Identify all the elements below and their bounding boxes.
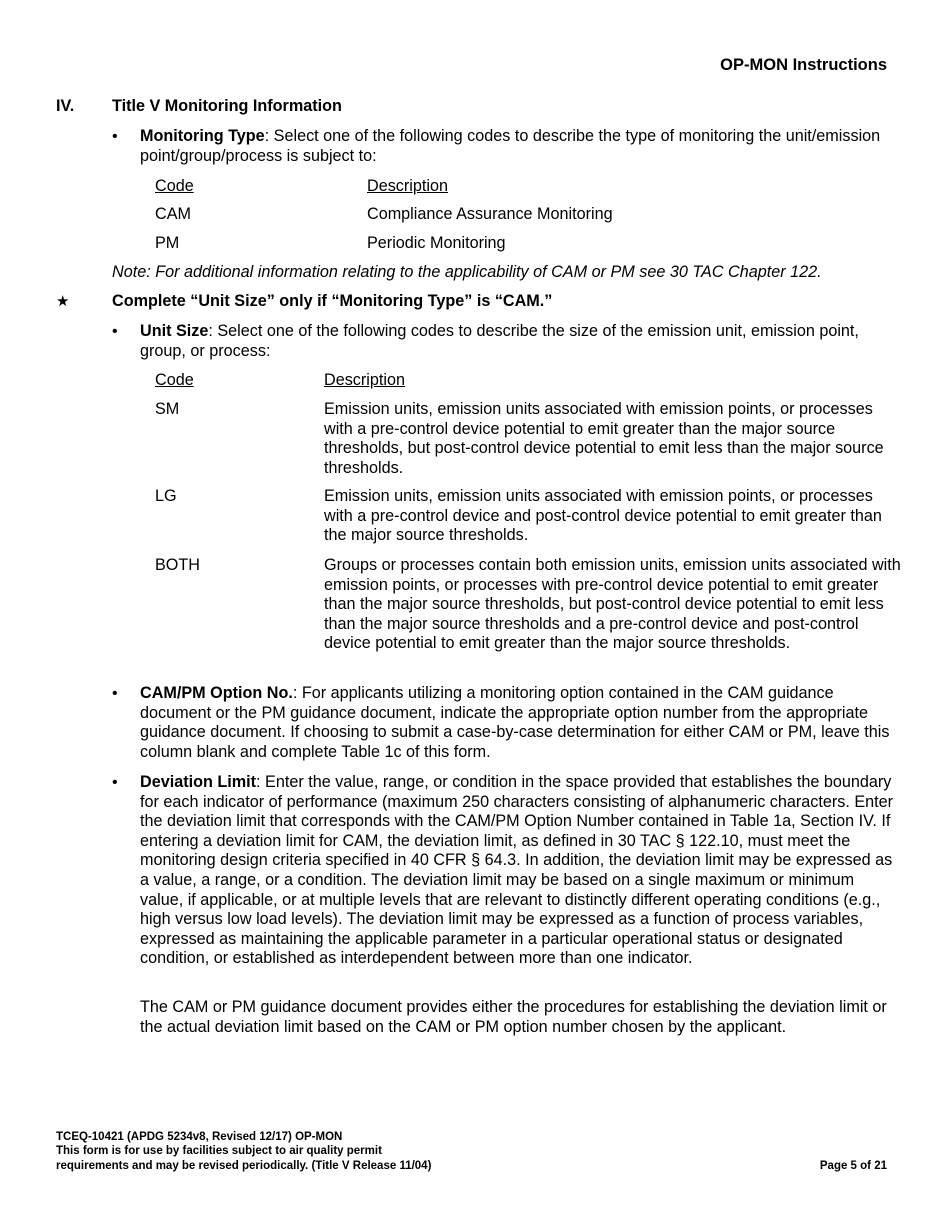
bullet-icon: • (112, 323, 118, 340)
monitoring-code-cam: CAM (155, 205, 191, 223)
cam-pm-option-paragraph (140, 684, 900, 762)
cam-pm-option-text: : For applicants utilizing a monitoring option contained in the CAM guidance document or the PM guidance document, indicate the appropriate option number from the appropriate guidance document. If choosing to submit a case-by-case determination for either CAM or PM, leave this column blank and complete Table 1c of this form. (140, 684, 890, 761)
star-icon: ★ (56, 293, 70, 310)
unit-code-sm: SM (155, 400, 180, 418)
header-title: OP-MON Instructions (720, 56, 887, 74)
footer-line-1: TCEQ-10421 (APDG 5234v8, Revised 12/17) OP-MON (56, 1131, 343, 1143)
bullet-icon: • (112, 685, 118, 702)
deviation-limit-followup: The CAM or PM guidance document provides either the procedures for establishing the deviation limit or the actual deviation limit based on the CAM or PM option number chosen by the applicant. (140, 998, 887, 1036)
monitoring-note: Note: For additional information relating to the applicability of CAM or PM see 30 TAC Chapter 122. (112, 263, 822, 281)
monitoring-type-term: Monitoring Type (140, 127, 265, 145)
unit-size-text: : Select one of the following codes to describe the size of the emission unit, emission point, group, or process: (140, 322, 859, 360)
deviation-limit-paragraph (140, 773, 900, 969)
deviation-limit-term: Deviation Limit (140, 773, 257, 791)
unit-code-lg: LG (155, 487, 177, 505)
bullet-icon: • (112, 128, 118, 145)
unit-size-term: Unit Size (140, 322, 209, 340)
bullet-icon: • (112, 774, 118, 791)
star-instruction: Complete “Unit Size” only if “Monitoring Type” is “CAM.” (112, 292, 553, 310)
unit-desc-header: Description (324, 371, 405, 389)
unit-code-both: BOTH (155, 556, 200, 574)
unit-code-header: Code (155, 371, 194, 389)
unit-desc-sm: Emission units, emission units associated with emission points, or processes with a pre-control device potential to emit greater than the major source thresholds, but post-control device potential to emit less than the major source thresholds. (324, 400, 884, 477)
monitoring-type-paragraph (140, 127, 900, 166)
page-number: Page 5 of 21 (819, 1160, 887, 1172)
monitoring-desc-cam: Compliance Assurance Monitoring (367, 205, 613, 223)
monitoring-code-header: Code (155, 177, 194, 195)
unit-desc-both: Groups or processes contain both emission units, emission units associated with emission points, or processes with pre-control device potential to emit greater than the major source thresholds, but post-control device potential to emit less than the major source thresholds and a pre-control device and post-control device potential to emit greater than the major source thresholds. (324, 556, 901, 653)
footer-form-info (56, 1130, 431, 1173)
monitoring-code-pm: PM (155, 234, 180, 252)
footer-line-2: This form is for use by facilities subject to air quality permit (56, 1145, 382, 1158)
monitoring-desc-header: Description (367, 177, 448, 195)
section-title: Title V Monitoring Information (112, 97, 342, 115)
deviation-limit-text: : Enter the value, range, or condition in the space provided that establishes the boundary for each indicator of performance (maximum 250 characters consisting of alphanumeric characters. Enter the deviation limit that corresponds with the CAM/PM Option Number contained in Table 1a, Section IV. If entering a deviation limit for CAM, the deviation limit, as defined in 30 TAC § 122.10, must meet the monitoring design criteria specified in 40 CFR § 64.3. In addition, the deviation limit may be expressed as a value, a range, or a condition. The deviation limit may be based on a single maximum or minimum value, if applicable, or at multiple levels that are relevant to distinctly different operating conditions (e.g., high versus low load levels). The deviation limit may be expressed as a function of process variables, expressed as maintaining the applicable parameter in a particular operational status or designated condition, or established as interdependent between more than one indicator. (140, 773, 894, 968)
footer-line-3: requirements and may be revised periodically. (Title V Release 11/04) (56, 1159, 432, 1172)
monitoring-desc-pm: Periodic Monitoring (367, 234, 506, 252)
section-number: IV. (56, 97, 75, 115)
cam-pm-option-term: CAM/PM Option No. (140, 684, 293, 702)
unit-desc-lg: Emission units, emission units associated with emission points, or processes with a pre-control device and post-control device potential to emit greater than the major source thresholds. (324, 487, 882, 545)
unit-size-paragraph (140, 322, 900, 361)
monitoring-type-text: : Select one of the following codes to describe the type of monitoring the unit/emission point/group/process is subject to: (140, 127, 881, 165)
